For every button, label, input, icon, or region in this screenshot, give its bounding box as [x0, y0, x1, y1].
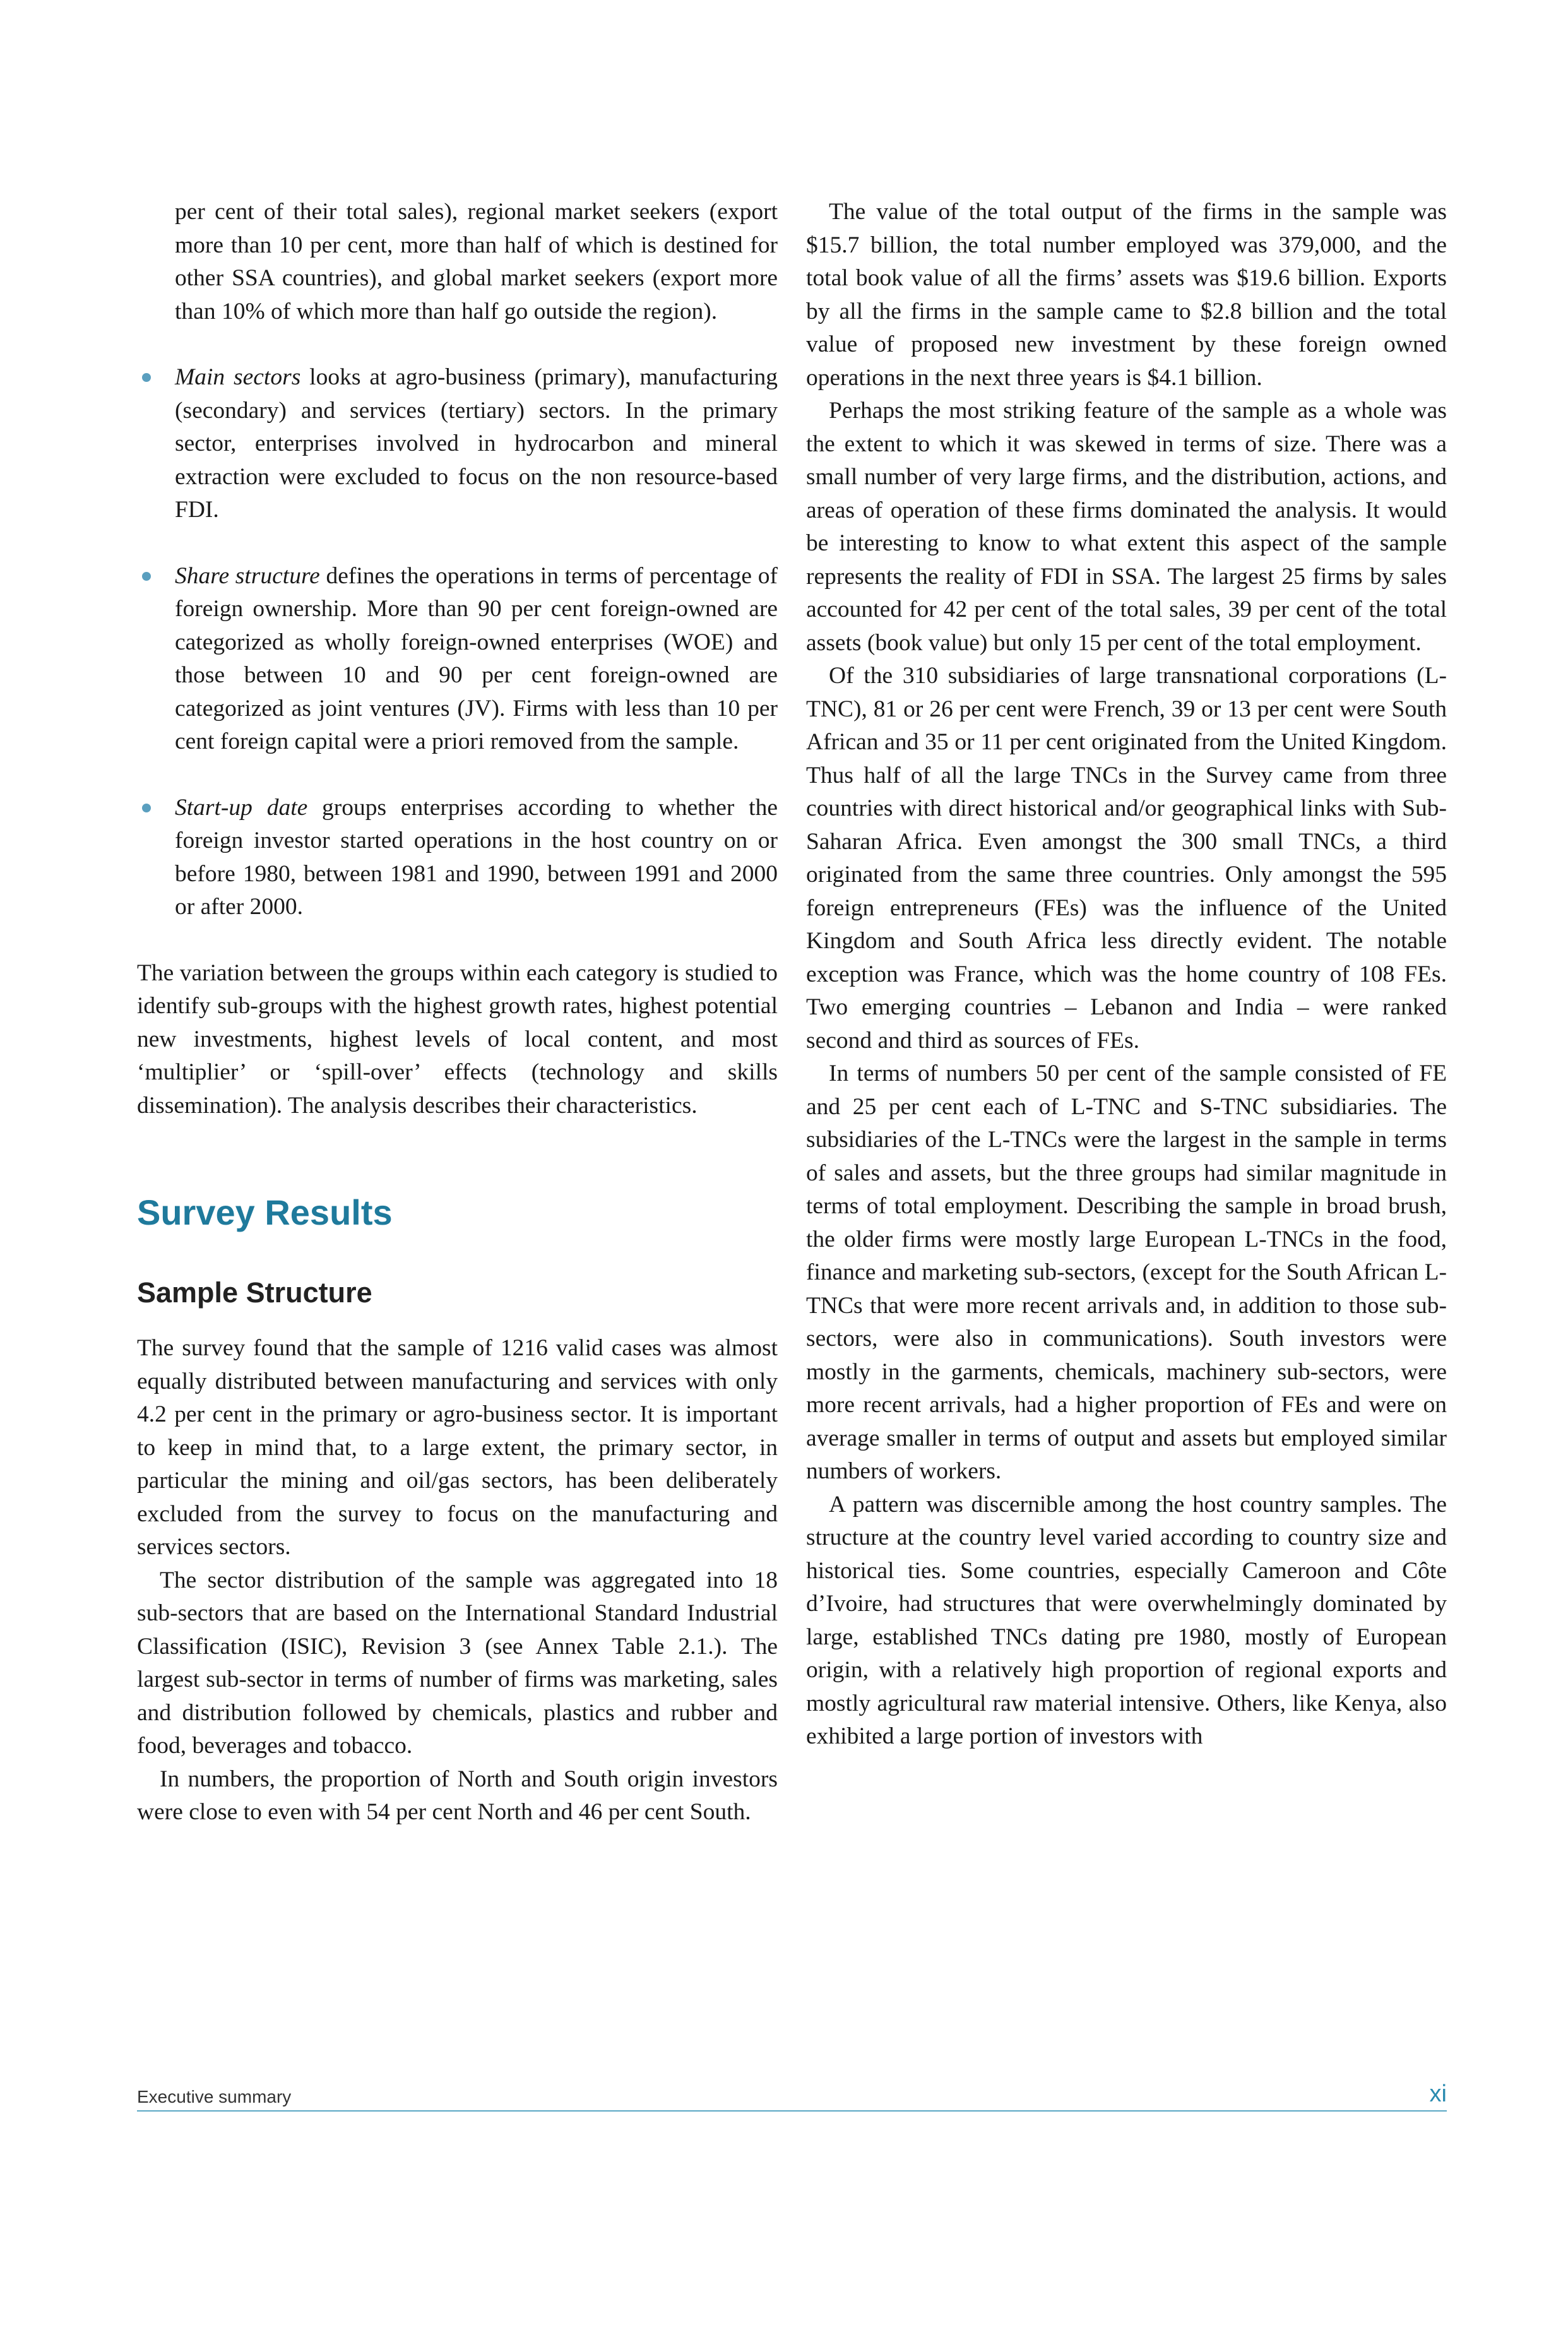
page-number: xi — [1429, 2081, 1447, 2107]
body-paragraph: A pattern was discernible among the host country samples. The structure at the country level varied according to country size and historical ties. Some countries, especially Cameroon and Côte d’Ivoire, had structures that were overwhelmingly dominated by large, established TNCs dating pre 1980, mostly of European origin, with a relatively high proportion of regional exports and mostly agricultural raw material intensive. Others, like Kenya, also exhibited a large portion of investors with — [806, 1491, 1447, 1749]
left-column — [137, 196, 778, 1829]
body-paragraph: In terms of numbers 50 per cent of the sample consisted of FE and 25 per cent each of L-TNC and S-TNC subsidiaries. The subsidiaries of the L-TNCs were the largest in the sample in terms of sales and assets, but the three groups had similar magnitude in terms of total employment. Describing the sample in broad brush, the older firms were mostly large European L-TNCs in the food, finance and marketing sub-sectors, (except for the South African L-TNCs that were more recent arrivals and, in addition to those sub-sectors, were also in communications). South investors were mostly in the garments, chemicals, machinery sub-sectors, were more recent arrivals, had a higher proportion of FEs and were on average smaller in terms of output and assets but employed similar numbers of workers. — [806, 1061, 1447, 1484]
bullet-main-sectors — [137, 361, 778, 527]
body-paragraph: Of the 310 subsidiaries of large transnational corporations (L-TNC), 81 or 26 per cent were French, 39 or 13 per cent were South African and 35 or 11 per cent originated from the United Kingdom. Thus half of all the large TNCs in the Survey came from three countries with direct historical and/or geographical links with Sub-Saharan Africa. Even amongst the 300 small TNCs, a third originated from the same three countries. Only amongst the 595 foreign entrepreneurs (FEs) was the influence of the United Kingdom and South Africa less directly evident. The notable exception was France, which was the home country of 108 FEs. Two emerging countries – Lebanon and India – were ranked second and third as sources of FEs. — [806, 663, 1447, 1054]
bullet-text: looks at agro-business (primary), manufacturing (secondary) and services (tertiary) sectors. In the primary sector, enterprises involved in hydrocarbon and mineral extraction were excluded to focus on the non resource-based FDI. — [175, 364, 778, 523]
subsection-heading-sample-structure: Sample Structure — [137, 1276, 372, 1309]
bullet-term: Start-up date — [175, 794, 308, 821]
bullet-dot-icon — [142, 804, 151, 812]
body-paragraph: In numbers, the proportion of North and South origin investors were close to even with 54 per cent North and 46 per cent South. — [137, 1766, 778, 1825]
section-heading-survey-results: Survey Results — [137, 1192, 393, 1232]
lead-continuation: per cent of their total sales), regional market seekers (export more than 10 per cent, more than half of which is destined for other SSA countries), and global market seekers (export more than 10% of which more than half go outside the region). — [175, 199, 778, 324]
body-paragraph: Perhaps the most striking feature of the sample as a whole was the extent to which it was skewed in terms of size. There was a small number of very large firms, and the distribution, actions, and areas of operation of these firms dominated the analysis. It would be interesting to know to what extent this aspect of the sample represents the reality of FDI in SSA. The largest 25 firms by sales accounted for 42 per cent of the total sales, 39 per cent of the total assets (book value) but only 15 per cent of the total employment. — [806, 398, 1447, 656]
footer-rule — [137, 2110, 1447, 2112]
bullet-share-structure — [137, 560, 778, 759]
bullet-dot-icon — [142, 572, 151, 581]
bullet-dot-icon — [142, 373, 151, 382]
body-paragraph: The sector distribution of the sample was aggregated into 18 sub-sectors that are based on the International Standard Industrial Classification (ISIC), Revision 3 (see Annex Table 2.1.). The largest sub-sector in terms of number of firms was marketing, sales and distribution followed by chemicals, plastics and rubber and food, beverages and tobacco. — [137, 1567, 778, 1759]
right-column — [806, 196, 1447, 1754]
bullet-text: groups enterprises according to whether the foreign investor started operations in the host country on or before 1980, between 1981 and 1990, between 1991 and 2000 or after 2000. — [175, 794, 778, 920]
bullet-term: Share structure — [175, 562, 320, 589]
body-paragraph: The survey found that the sample of 1216 valid cases was almost equally distributed between manufacturing and services with only 4.2 per cent in the primary or agro-business sector. It is important to keep in mind that, to a large extent, the primary sector, in particular the mining and oil/gas sectors, has been deliberately excluded from the survey to focus on the manufacturing and services sectors. — [137, 1335, 778, 1560]
bullet-start-up-date — [137, 792, 778, 924]
body-paragraph: The value of the total output of the firms in the sample was $15.7 billion, the total number employed was 379,000, and the total book value of all the firms’ assets was $19.6 billion. Exports by all the firms in the sample came to $2.8 billion and the total value of proposed new investment by these foreign owned operations in the next three years is $4.1 billion. — [806, 199, 1447, 391]
footer-section-label: Executive summary — [137, 2087, 292, 2106]
bullet-term: Main sectors — [175, 364, 301, 390]
variation-paragraph: The variation between the groups within each category is studied to identify sub-groups with the highest growth rates, highest potential new investments, highest levels of local content, and most ‘multiplier’ or ‘spill-over’ effects (technology and skills dissemination). The analysis describes their characteristics. — [137, 960, 778, 1119]
bullet-text: defines the operations in terms of percentage of foreign ownership. More than 90 per cent foreign-owned are categorized as wholly foreign-owned enterprises (WOE) and those between 10 and 90 per cent foreign-owned are categorized as joint ventures (JV). Firms with less than 10 per cent foreign capital were a priori removed from the sample. — [175, 562, 778, 754]
